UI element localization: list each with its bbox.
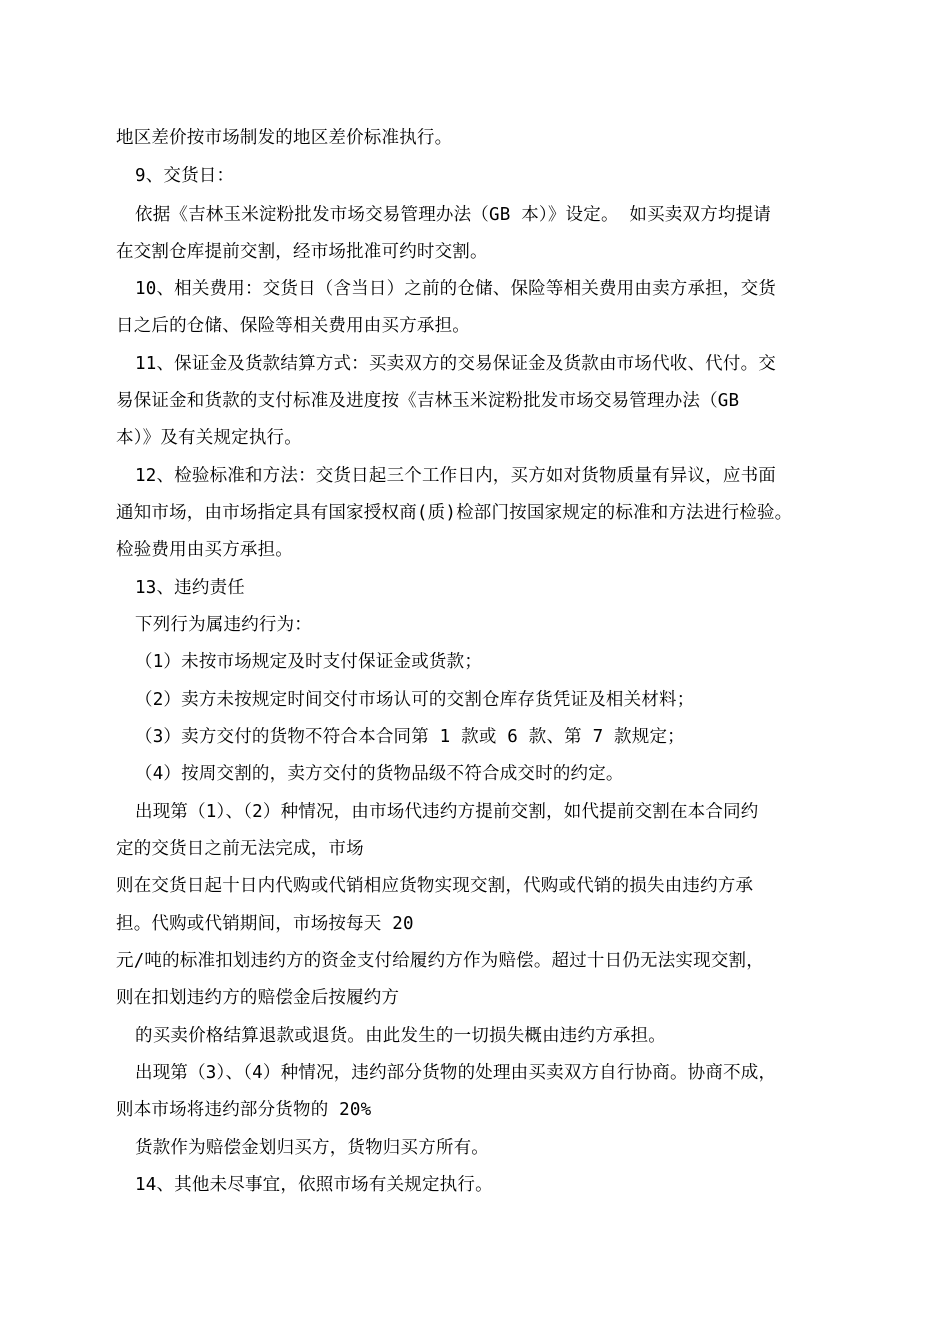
text-line: 本）》及有关规定执行。 bbox=[116, 428, 302, 448]
text-line: 元/吨的标准扣划违约方的资金支付给履约方作为赔偿。超过十日仍无法实现交割， bbox=[116, 951, 764, 971]
list-item: （3）卖方交付的货物不符合本合同第 1 款或 6 款、第 7 款规定； bbox=[135, 727, 685, 747]
text-line: 则本市场将违约部分货物的 20% bbox=[116, 1100, 372, 1120]
text-line: 的买卖价格结算退款或退货。由此发生的一切损失概由违约方承担。 bbox=[135, 1026, 666, 1046]
text-line: 下列行为属违约行为： bbox=[135, 615, 312, 635]
section-heading: 13、违约责任 bbox=[135, 578, 245, 598]
text-line: 14、其他未尽事宜，依照市场有关规定执行。 bbox=[135, 1175, 493, 1195]
text-line: 日之后的仓储、保险等相关费用由买方承担。 bbox=[116, 316, 470, 336]
text-line: 出现第（1）、（2）种情况，由市场代违约方提前交割，如代提前交割在本合同约 bbox=[135, 802, 759, 822]
text-line: 依据《吉林玉米淀粉批发市场交易管理办法（GB 本）》设定。 如买卖双方均提请 bbox=[135, 205, 771, 225]
text-line: 则在扣划违约方的赔偿金后按履约方 bbox=[116, 988, 400, 1008]
text-line: 10、相关费用：交货日（含当日）之前的仓储、保险等相关费用由卖方承担，交货 bbox=[135, 279, 776, 299]
list-item: （1）未按市场规定及时支付保证金或货款； bbox=[135, 652, 483, 672]
text-line: 12、检验标准和方法：交货日起三个工作日内，买方如对货物质量有异议，应书面 bbox=[135, 466, 776, 486]
text-line: 易保证金和货款的支付标准及进度按《吉林玉米淀粉批发市场交易管理办法（GB bbox=[116, 391, 740, 411]
text-line: 11、保证金及货款结算方式：买卖双方的交易保证金及货款由市场代收、代付。交 bbox=[135, 354, 776, 374]
text-line: 在交割仓库提前交割，经市场批准可约时交割。 bbox=[116, 242, 488, 262]
list-item: （4）按周交割的，卖方交付的货物品级不符合成交时的约定。 bbox=[135, 764, 624, 784]
list-item: （2）卖方未按规定时间交付市场认可的交割仓库存货凭证及相关材料； bbox=[135, 690, 695, 710]
text-line: 出现第（3）、（4）种情况，违约部分货物的处理由买卖双方自行协商。协商不成， bbox=[135, 1063, 777, 1083]
text-line: 地区差价按市场制发的地区差价标准执行。 bbox=[116, 128, 453, 148]
text-line: 检验费用由买方承担。 bbox=[116, 540, 293, 560]
text-line: 通知市场，由市场指定具有国家授权商(质)检部门按国家规定的标准和方法进行检验。 bbox=[116, 503, 793, 523]
text-line: 货款作为赔偿金划归买方，货物归买方所有。 bbox=[135, 1138, 489, 1158]
text-line: 则在交货日起十日内代购或代销相应货物实现交割，代购或代销的损失由违约方承 bbox=[116, 876, 754, 896]
section-heading: 9、交货日： bbox=[135, 166, 235, 186]
text-line: 担。代购或代销期间，市场按每天 20 bbox=[116, 914, 414, 934]
text-line: 定的交货日之前无法完成，市场 bbox=[116, 839, 364, 859]
